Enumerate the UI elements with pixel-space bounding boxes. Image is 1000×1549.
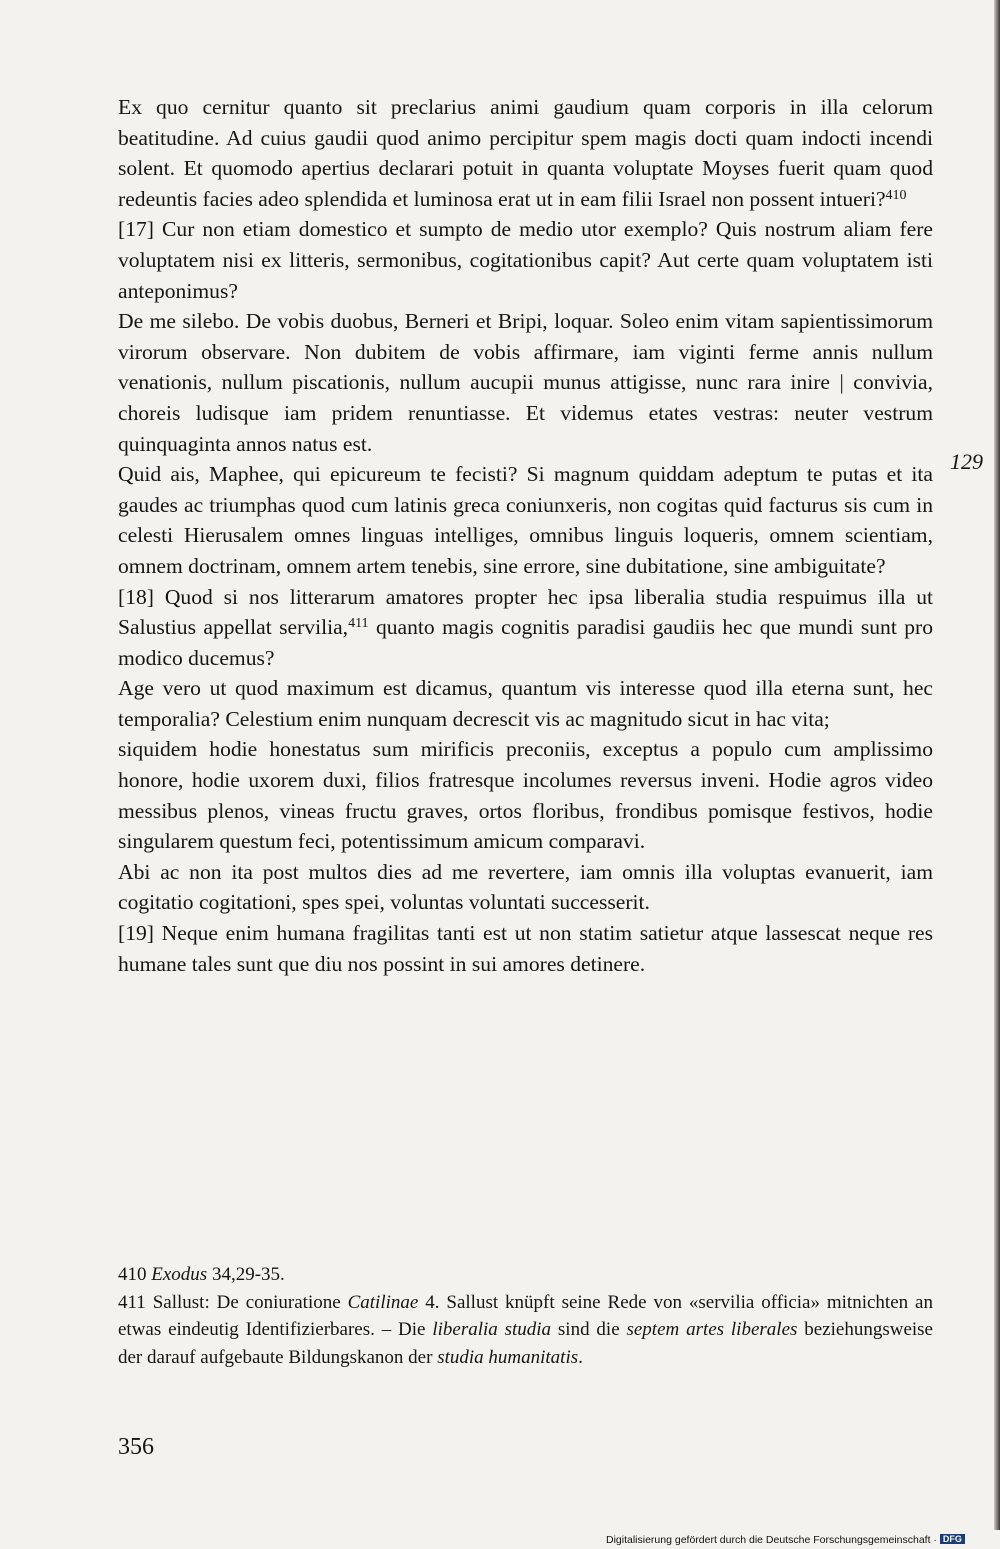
paragraph-2 [118, 214, 933, 306]
footnote-410-text: 34,29-35. [207, 1264, 285, 1285]
footnote-410-title: Exodus [151, 1264, 208, 1285]
footnote-411-text-a: Sallust: De coniuratione [145, 1291, 348, 1313]
margin-page-reference: 129 [950, 449, 983, 474]
footnote-411-italic-d: liberalia studia [432, 1319, 552, 1340]
credit-text: Digitalisierung gefördert durch die Deutsche Forschungsgemeinschaft · [606, 1534, 937, 1546]
dfg-logo: DFG [940, 1534, 965, 1544]
paragraph-6 [118, 673, 933, 734]
footnote-411-italic-f: septem artes liberales [626, 1319, 798, 1340]
paragraph-2-text: [17] Cur non etiam domestico et sumpto de medio utor exemplo? Quis nostrum aliam fere voluptatem nisi ex litteris, sermonibus, cogitationibus capit? Aut certe quam voluptatem isti anteponimus? [118, 217, 933, 303]
footnotes [118, 1261, 933, 1371]
paragraph-4-text: Quid ais, Maphee, qui epicureum te fecisti? Si magnum quiddam adeptum te putas et ita gaudes ac triumphas quod cum latinis greca coniunxeris, non cogitas quid facturus sis cum in celesti Hierusalem omnes linguas intelliges, omnibus linguis loqueris, omnem scientiam, omnem doctrinam, omnem artem tenebis, sine errore, sine dubitatione, sine ambiguitate? [118, 462, 933, 578]
paragraph-4 [118, 459, 933, 581]
paragraph-9-text: [19] Neque enim humana fragilitas tanti est ut non statim satietur atque lassescat neque res humane tales sunt que diu nos possint in sui amores detinere. [118, 921, 933, 976]
footnote-ref-410[interactable]: 410 [885, 187, 907, 203]
footnote-411-italic-h: studia humanitatis [437, 1346, 579, 1368]
footnote-411-text-i: . [578, 1346, 583, 1368]
paragraph-5 [118, 582, 933, 674]
footnote-411-text-g: beziehungsweise der darauf aufgebaute Bildungskanon der [118, 1319, 933, 1368]
paragraph-7 [118, 734, 933, 856]
paragraph-8-text: Abi ac non ita post multos dies ad me revertere, iam omnis illa voluptas evanuerit, iam cogitatio cogitationi, spes spei, voluntas voluntati successerit. [118, 859, 933, 915]
paragraph-6-text: Age vero ut quod maximum est dicamus, quantum vis interesse quod illa eterna sunt, hec temporalia? Celestium enim nunquam decrescit vis ac magnitudo sicut in hac vita; [118, 676, 933, 731]
footnote-411-number: 411 [118, 1291, 146, 1313]
paragraph-5-tail: quanto magis cognitis paradisi gaudiis hec que mundi sunt pro modico ducemus? [118, 615, 934, 670]
paragraph-9 [118, 918, 933, 979]
paragraph-3 [118, 306, 933, 459]
footnote-411-italic-b: Catilinae [347, 1291, 419, 1313]
paragraph-5-text: [18] Quod si nos litterarum amatores propter hec ipsa liberalia studia respuimus illa ut Salustius appellat servilia, [118, 584, 933, 640]
paragraph-1 [118, 92, 933, 214]
paragraph-7-text: siquidem hodie honestatus sum mirificis preconiis, exceptus a populo cum amplissimo honore, hodie uxorem duxi, filios fratresque incolumes reversus inveni. Hodie agros video messibus plenos, vineas fructu graves, ortos floribus, frondibus pomisque festivos, hodie singularem questum feci, potentissimum amicum comparavi. [118, 737, 933, 854]
footnote-ref-411[interactable]: 411 [348, 616, 369, 632]
footnote-411 [118, 1289, 933, 1372]
footnote-411-text-c: 4. Sallust knüpft seine Rede von «servilia officia» mitnichten an etwas eindeutig Identifizierbares. – Die [118, 1291, 933, 1340]
page-number: 356 [118, 1434, 154, 1460]
footnote-410 [118, 1261, 933, 1289]
footnote-410-number: 410 [118, 1264, 147, 1285]
paragraph-8 [118, 857, 933, 918]
paragraph-3-text: De me silebo. De vobis duobus, Berneri et Bripi, loquar. Soleo enim vitam sapientissimorum virorum observare. Non dubitem de vobis affirmare, iam viginti ferme annis nullum venationis, nullum piscationis, nullum aucupii munus attigisse, nunc rara inire | convivia, choreis ludisque iam pridem renuntiasse. Et videmus etates vestras: neuter vestrum quinquaginta annos natus est. [118, 309, 933, 456]
paragraph-1-text: Ex quo cernitur quanto sit preclarius animi gaudium quam corporis in illa celorum beatitudine. Ad cuius gaudii quod animo percipitur spem magis docti quam indocti incendi solent. Et quomodo apertius declarari potuit in quanta voluptate Moyses fuerit quam quod redeuntis facies adeo splendida et luminosa erat ut in eam filii Israel non possent intueri? [118, 95, 933, 211]
digitization-credit [606, 1534, 965, 1546]
scan-page-edge [994, 0, 1000, 1530]
main-text [118, 92, 933, 979]
footnote-411-text-e: sind die [551, 1319, 627, 1340]
